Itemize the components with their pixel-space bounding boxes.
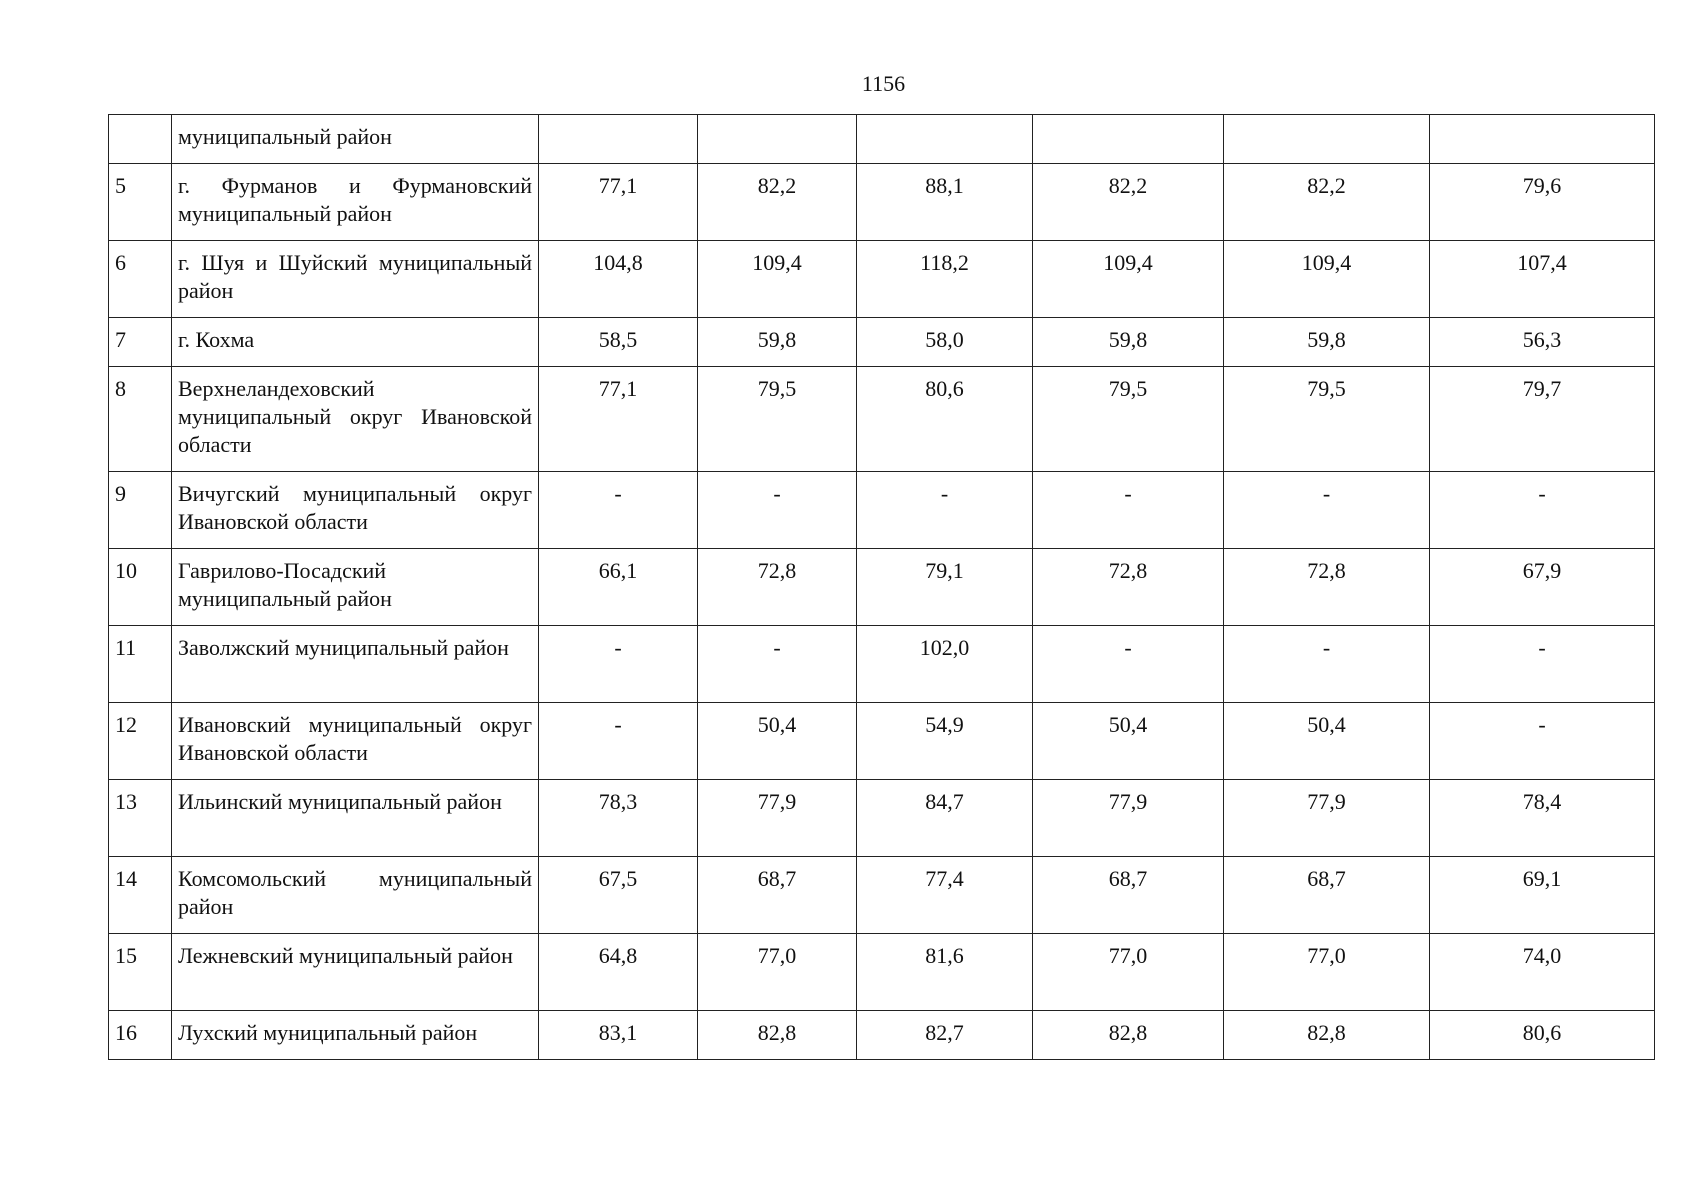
value-cell-1: 67,5 [539,857,698,934]
table-row [109,780,1655,857]
municipality-name-cell: Ильинский муниципальный район [172,780,539,857]
value-cell-5: 79,5 [1224,367,1430,472]
value-cell-1: 77,1 [539,164,698,241]
value-cell-5: 50,4 [1224,703,1430,780]
table-row [109,241,1655,318]
value-cell-2: 109,4 [698,241,857,318]
value-cell-6: 74,0 [1430,934,1655,1011]
value-cell-2: 50,4 [698,703,857,780]
value-cell-2: 59,8 [698,318,857,367]
value-cell-2: 77,0 [698,934,857,1011]
value-cell-1: 83,1 [539,1011,698,1060]
value-cell-3: 82,7 [857,1011,1033,1060]
value-cell-5: 82,2 [1224,164,1430,241]
value-cell-3: - [857,472,1033,549]
municipality-name-cell: муниципальный район [172,115,539,164]
value-cell-6: - [1430,703,1655,780]
municipality-name-cell: г. Шуя и Шуйский муниципальный район [172,241,539,318]
value-cell-4: 77,0 [1033,934,1224,1011]
value-cell-6: 56,3 [1430,318,1655,367]
table-row [109,626,1655,703]
row-number-cell: 6 [109,241,172,318]
value-cell-5: 68,7 [1224,857,1430,934]
value-cell-3 [857,115,1033,164]
value-cell-2: 68,7 [698,857,857,934]
table-row [109,703,1655,780]
value-cell-5: 77,9 [1224,780,1430,857]
value-cell-3: 77,4 [857,857,1033,934]
value-cell-6: 79,6 [1430,164,1655,241]
value-cell-3: 80,6 [857,367,1033,472]
value-cell-6: - [1430,626,1655,703]
value-cell-4: 79,5 [1033,367,1224,472]
value-cell-4 [1033,115,1224,164]
table-body [109,115,1655,1060]
table-row [109,549,1655,626]
value-cell-5: 109,4 [1224,241,1430,318]
value-cell-3: 58,0 [857,318,1033,367]
row-number-cell: 10 [109,549,172,626]
municipality-name-cell: г. Кохма [172,318,539,367]
value-cell-2: 82,8 [698,1011,857,1060]
value-cell-6 [1430,115,1655,164]
value-cell-3: 54,9 [857,703,1033,780]
value-cell-4: - [1033,626,1224,703]
value-cell-5: - [1224,472,1430,549]
value-cell-2: 72,8 [698,549,857,626]
value-cell-6: 107,4 [1430,241,1655,318]
value-cell-6: 67,9 [1430,549,1655,626]
value-cell-3: 79,1 [857,549,1033,626]
value-cell-4: 82,8 [1033,1011,1224,1060]
value-cell-3: 88,1 [857,164,1033,241]
municipality-name-cell: Лухский муниципальный район [172,1011,539,1060]
value-cell-5: 77,0 [1224,934,1430,1011]
value-cell-4: 68,7 [1033,857,1224,934]
row-number-cell: 11 [109,626,172,703]
row-number-cell: 9 [109,472,172,549]
value-cell-6: 78,4 [1430,780,1655,857]
table-row [109,115,1655,164]
municipality-name-cell: Заволжский муниципальный район [172,626,539,703]
value-cell-2: 77,9 [698,780,857,857]
table-row [109,367,1655,472]
row-number-cell: 12 [109,703,172,780]
value-cell-3: 84,7 [857,780,1033,857]
municipality-name-cell: Лежневский муниципальный район [172,934,539,1011]
row-number-cell [109,115,172,164]
municipality-name-cell: Вичугский муниципальный округ Ивановской области [172,472,539,549]
data-table [108,114,1655,1060]
municipality-name-cell: Гаврилово-Посадский муниципальный район [172,549,539,626]
value-cell-1 [539,115,698,164]
value-cell-4: - [1033,472,1224,549]
value-cell-2: - [698,472,857,549]
municipality-name-cell: г. Фурманов и Фурмановский муниципальный район [172,164,539,241]
value-cell-4: 50,4 [1033,703,1224,780]
row-number-cell: 7 [109,318,172,367]
value-cell-2: 82,2 [698,164,857,241]
value-cell-1: 66,1 [539,549,698,626]
value-cell-5: 59,8 [1224,318,1430,367]
value-cell-4: 77,9 [1033,780,1224,857]
value-cell-1: - [539,472,698,549]
table-row [109,318,1655,367]
value-cell-5: - [1224,626,1430,703]
row-number-cell: 14 [109,857,172,934]
value-cell-1: 78,3 [539,780,698,857]
value-cell-6: - [1430,472,1655,549]
table-row [109,934,1655,1011]
value-cell-2: - [698,626,857,703]
municipality-name-cell: Ивановский муниципальный округ Ивановской области [172,703,539,780]
value-cell-4: 109,4 [1033,241,1224,318]
row-number-cell: 16 [109,1011,172,1060]
row-number-cell: 8 [109,367,172,472]
table-row [109,1011,1655,1060]
value-cell-4: 72,8 [1033,549,1224,626]
value-cell-1: - [539,626,698,703]
value-cell-4: 59,8 [1033,318,1224,367]
value-cell-6: 69,1 [1430,857,1655,934]
value-cell-1: - [539,703,698,780]
row-number-cell: 5 [109,164,172,241]
value-cell-5: 72,8 [1224,549,1430,626]
table-row [109,857,1655,934]
table-row [109,164,1655,241]
value-cell-3: 118,2 [857,241,1033,318]
value-cell-1: 77,1 [539,367,698,472]
value-cell-6: 80,6 [1430,1011,1655,1060]
value-cell-5: 82,8 [1224,1011,1430,1060]
row-number-cell: 15 [109,934,172,1011]
value-cell-2: 79,5 [698,367,857,472]
value-cell-1: 58,5 [539,318,698,367]
page-number: 1156 [861,71,906,96]
value-cell-2 [698,115,857,164]
value-cell-3: 102,0 [857,626,1033,703]
municipality-name-cell: Верхнеландеховский муниципальный округ Ивановской области [172,367,539,472]
value-cell-5 [1224,115,1430,164]
row-number-cell: 13 [109,780,172,857]
value-cell-3: 81,6 [857,934,1033,1011]
value-cell-6: 79,7 [1430,367,1655,472]
value-cell-4: 82,2 [1033,164,1224,241]
value-cell-1: 64,8 [539,934,698,1011]
value-cell-1: 104,8 [539,241,698,318]
municipality-name-cell: Комсомольский муниципальный район [172,857,539,934]
table-row [109,472,1655,549]
